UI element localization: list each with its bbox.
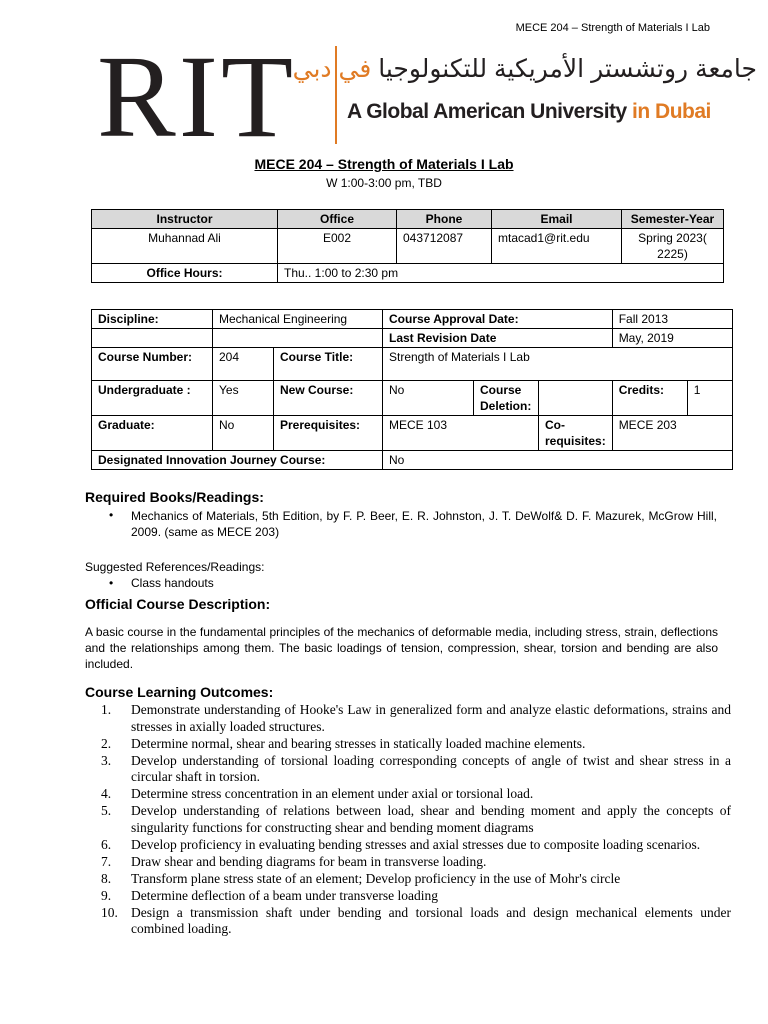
header-semester: Semester-Year (622, 210, 724, 229)
corequisites-value: MECE 203 (612, 416, 732, 451)
corequisites-label: Co-requisites: (539, 416, 613, 451)
course-title-value: Strength of Materials I Lab (383, 348, 733, 381)
approval-label: Course Approval Date: (383, 310, 613, 329)
header-email: Email (492, 210, 622, 229)
office-hours-value: Thu.. 1:00 to 2:30 pm (278, 264, 724, 283)
course-title-label: Course Title: (274, 348, 383, 381)
description-text: A basic course in the fundamental principles of the mechanics of deformable media, including stress, strain, deflections and the relationships among them. The basic loadings of tension, compression, shear, torsion and bending are also included. (85, 625, 718, 671)
bullet-icon: • (109, 576, 114, 590)
arabic-name: جامعة روتشستر الأمريكية للتكنولوجيا في دبي (292, 55, 757, 83)
office-hours-label: Office Hours: (92, 264, 278, 283)
list-item: 9. Determine deflection of a beam under transverse loading (101, 887, 438, 903)
bullet-icon: • (109, 508, 114, 522)
approval-value: Fall 2013 (612, 310, 732, 329)
discipline-value: Mechanical Engineering (213, 310, 383, 329)
undergraduate-value: Yes (213, 381, 274, 416)
english-tagline: A Global American University in Dubai (347, 100, 711, 123)
course-number-value: 204 (213, 348, 274, 381)
prerequisites-label: Prerequisites: (274, 416, 383, 451)
list-item: 6. Develop proficiency in evaluating bending stresses and axial stresses due to composite loading scenarios. (101, 836, 701, 852)
revision-value: May, 2019 (612, 329, 732, 348)
office-number: E002 (278, 229, 397, 264)
graduate-label: Graduate: (92, 416, 213, 451)
email-address: mtacad1@rit.edu (492, 229, 622, 264)
deletion-value (539, 381, 613, 416)
undergraduate-label: Undergraduate : (92, 381, 213, 416)
course-title: MECE 204 – Strength of Materials I Lab (254, 156, 514, 172)
phone-number: 043712087 (397, 229, 492, 264)
list-item: 4. Determine stress concentration in an element under axial or torsional load. (101, 786, 534, 801)
header-phone: Phone (397, 210, 492, 229)
semester-year: Spring 2023( 2225) (622, 229, 724, 264)
suggested-text: Class handouts (131, 576, 214, 590)
book-item (109, 508, 717, 540)
header-office: Office (278, 210, 397, 229)
course-number-label: Course Number: (92, 348, 213, 381)
credits-value: 1 (687, 381, 732, 416)
books-heading: Required Books/Readings: (85, 489, 264, 505)
header-instructor: Instructor (92, 210, 278, 229)
revision-label: Last Revision Date (383, 329, 613, 348)
list-item: 1. Demonstrate understanding of Hooke's Law in generalized form and analyze elastic deformations, strains and stresses in axially loaded structures. (101, 702, 731, 734)
instructor-table (91, 209, 724, 283)
list-item: 3. Develop understanding of torsional loading corresponding concepts of angle of twist and shear stress in a circular shaft in torsion. (101, 752, 731, 784)
new-course-value: No (383, 381, 474, 416)
prerequisites-value: MECE 103 (383, 416, 539, 451)
description-heading: Official Course Description: (85, 596, 271, 612)
innovation-label: Designated Innovation Journey Course: (92, 451, 383, 470)
discipline-label: Discipline: (92, 310, 213, 329)
innovation-value: No (383, 451, 733, 470)
outcomes-list (87, 702, 731, 938)
list-item: 10. Design a transmission shaft under bending and torsional loads and design mechanical elements under combined loading. (101, 904, 731, 936)
list-item: 5. Develop understanding of relations between load, shear and bending moment and apply the concepts of singularity functions for constructing shear and bending moment diagrams (101, 803, 731, 835)
course-info-table (91, 309, 733, 470)
book-text: Mechanics of Materials, 5th Edition, by F. P. Beer, E. R. Johnston, J. T. DeWolf& D. F. Mazurek, McGrow Hill, 2009. (same as MECE 203) (131, 509, 717, 539)
new-course-label: New Course: (274, 381, 383, 416)
graduate-value: No (213, 416, 274, 451)
list-item: 2. Determine normal, shear and bearing stresses in statically loaded machine elements. (101, 735, 586, 751)
rit-wordmark: RIT (97, 31, 297, 162)
list-item: 7. Draw shear and bending diagrams for beam in transverse loading. (101, 853, 487, 869)
outcomes-heading: Course Learning Outcomes: (85, 684, 274, 700)
university-logo (97, 31, 757, 162)
deletion-label: Course Deletion: (474, 381, 539, 416)
course-schedule: W 1:00-3:00 pm, TBD (326, 176, 442, 190)
list-item: 8. Transform plane stress state of an element; Develop proficiency in the use of Mohr's circle (101, 870, 621, 886)
suggested-item (109, 576, 214, 590)
credits-label: Credits: (612, 381, 687, 416)
suggested-heading: Suggested References/Readings: (85, 560, 265, 574)
instructor-name: Muhannad Ali (92, 229, 278, 264)
running-header: MECE 204 – Strength of Materials I Lab (515, 22, 710, 34)
